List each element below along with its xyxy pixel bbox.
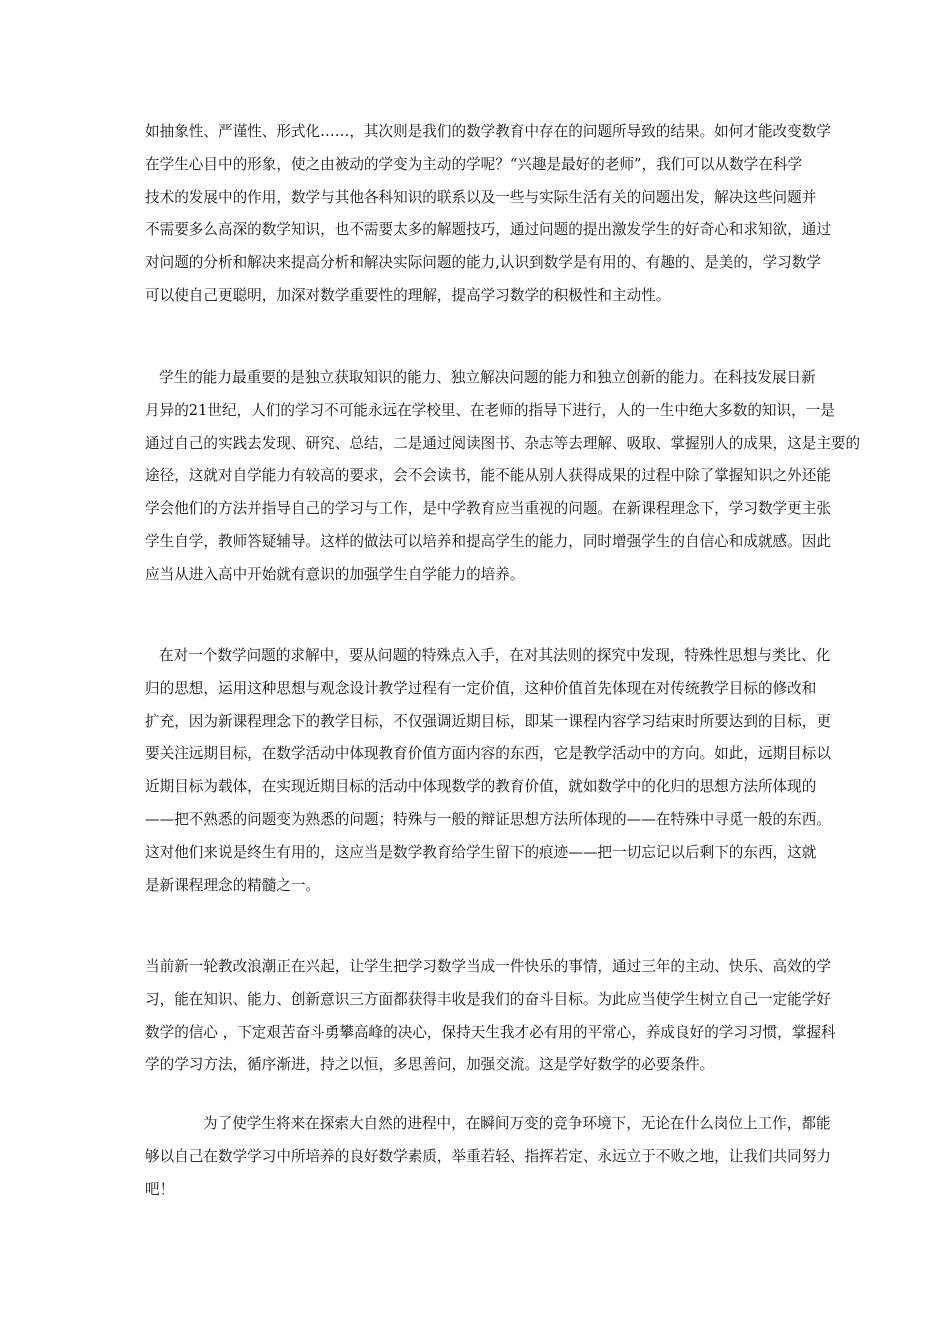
paragraph-line: 为了使学生将来在探索大自然的进程中，在瞬间万变的竞争环境下，无论在什么岗位上工作，都能: [203, 1115, 831, 1132]
paragraph-line: 可以使自己更聪明，加深对数学重要性的理解，提高学习数学的积极性和主动性。: [145, 286, 671, 304]
paragraph-line: 是新课程理念的精髓之一。: [145, 876, 321, 894]
paragraph-2: [145, 362, 861, 592]
paragraph-line: 应当从进入高中开始就有意识的加强学生自学能力的培养。: [145, 565, 525, 583]
paragraph-line: 要关注远期目标，在数学活动中体现教育价值方面内容的东西，它是教学活动中的方向。如此，远期目标以: [145, 745, 831, 763]
paragraph-line: ——把不熟悉的问题变为熟悉的问题；特殊与一般的辩证思想方法所体现的——在特殊中寻觅一般的东西。: [145, 810, 831, 828]
paragraph-line: 够以自己在数学学习中所培养的良好数学素质，举重若轻、指挥若定、永远立于不败之地，让我们共同努力: [145, 1147, 831, 1165]
paragraph-line: 当前新一轮教改浪潮正在兴起，让学生把学习数学当成一件快乐的事情，通过三年的主动、快乐、高效的学: [145, 958, 831, 975]
paragraph-line: 数学的信心 ，下定艰苦奋斗勇攀高峰的决心，保持天生我才必有用的平常心，养成良好的学习习惯，掌握科: [145, 1023, 836, 1041]
paragraph-line: 如抽象性、严谨性、形式化……，其次则是我们的数学教育中存在的问题所导致的结果。如何才能改变数学: [145, 123, 831, 140]
paragraph-line: 在学生心目中的形象，使之由被动的学变为主动的学呢？“兴趣是最好的老师”，我们可以从数学在科学: [145, 155, 803, 173]
paragraph-line: 月异的21世纪，人们的学习不可能永远在学校里、在老师的指导下进行，人的一生中绝大多数的知识，一是: [145, 401, 835, 419]
paragraph-line: 扩充，因为新课程理念下的教学目标，不仅强调近期目标，即某一课程内容学习结束时所要达到的目标，更: [145, 712, 831, 730]
paragraph-line: 技术的发展中的作用，数学与其他各科知识的联系以及一些与实际生活有关的问题出发，解决这些问题并: [145, 188, 817, 206]
paragraph-4: [145, 951, 836, 1082]
paragraph-line: 不需要多么高深的数学知识，也不需要太多的解题技巧，通过问题的提出激发学生的好奇心和求知欲，通过: [145, 221, 831, 239]
paragraph-3: [145, 640, 831, 902]
paragraph-line: 对问题的分析和解决来提高分析和解决实际问题的能力,认识到数学是有用的、有趣的、是美的，学习数学: [145, 254, 821, 272]
paragraph-line: 学生的能力最重要的是独立获取知识的能力、独立解决问题的能力和独立创新的能力。在科技发展日新: [159, 369, 816, 386]
paragraph-line: 学的学习方法，循序渐进，持之以恒，多思善问，加强交流。这是学好数学的必要条件。: [145, 1056, 715, 1074]
paragraph-line: 在对一个数学问题的求解中，要从问题的特殊点入手，在对其法则的探究中发现，特殊性思想与类比、化: [159, 647, 831, 664]
paragraph-line: 通过自己的实践去发现、研究、总结，二是通过阅读图书、杂志等去理解、吸取、掌握别人的成果，这是主要的: [145, 434, 861, 452]
paragraph-line: 吧！: [145, 1180, 175, 1198]
paragraph-line: 途径，这就对自学能力有较高的要求，会不会读书，能不能从别人获得成果的过程中除了掌握知识之外还能: [145, 467, 831, 485]
paragraph-line: 习，能在知识、能力、创新意识三方面都获得丰收是我们的奋斗目标。为此应当使学生树立自己一定能学好: [145, 990, 831, 1008]
paragraph-1: [145, 116, 831, 313]
paragraph-line: 学生自学，教师答疑辅导。这样的做法可以培养和提高学生的能力，同时增强学生的自信心和成就感。因此: [145, 532, 831, 550]
paragraph-line: 归的思想，运用这种思想与观念设计教学过程有一定价值，这种价值首先体现在对传统教学目标的修改和: [145, 679, 817, 697]
paragraph-5: [145, 1108, 831, 1206]
paragraph-line: 近期目标为载体，在实现近期目标的活动中体现数学的教育价值，就如数学中的化归的思想方法所体现的: [145, 778, 817, 796]
paragraph-line: 学会他们的方法并指导自己的学习与工作，是中学教育应当重视的问题。在新课程理念下，学习数学更主张: [145, 500, 831, 518]
paragraph-line: 这对他们来说是终生有用的，这应当是数学教育给学生留下的痕迹——把一切忘记以后剩下的东西，这就: [145, 843, 817, 861]
